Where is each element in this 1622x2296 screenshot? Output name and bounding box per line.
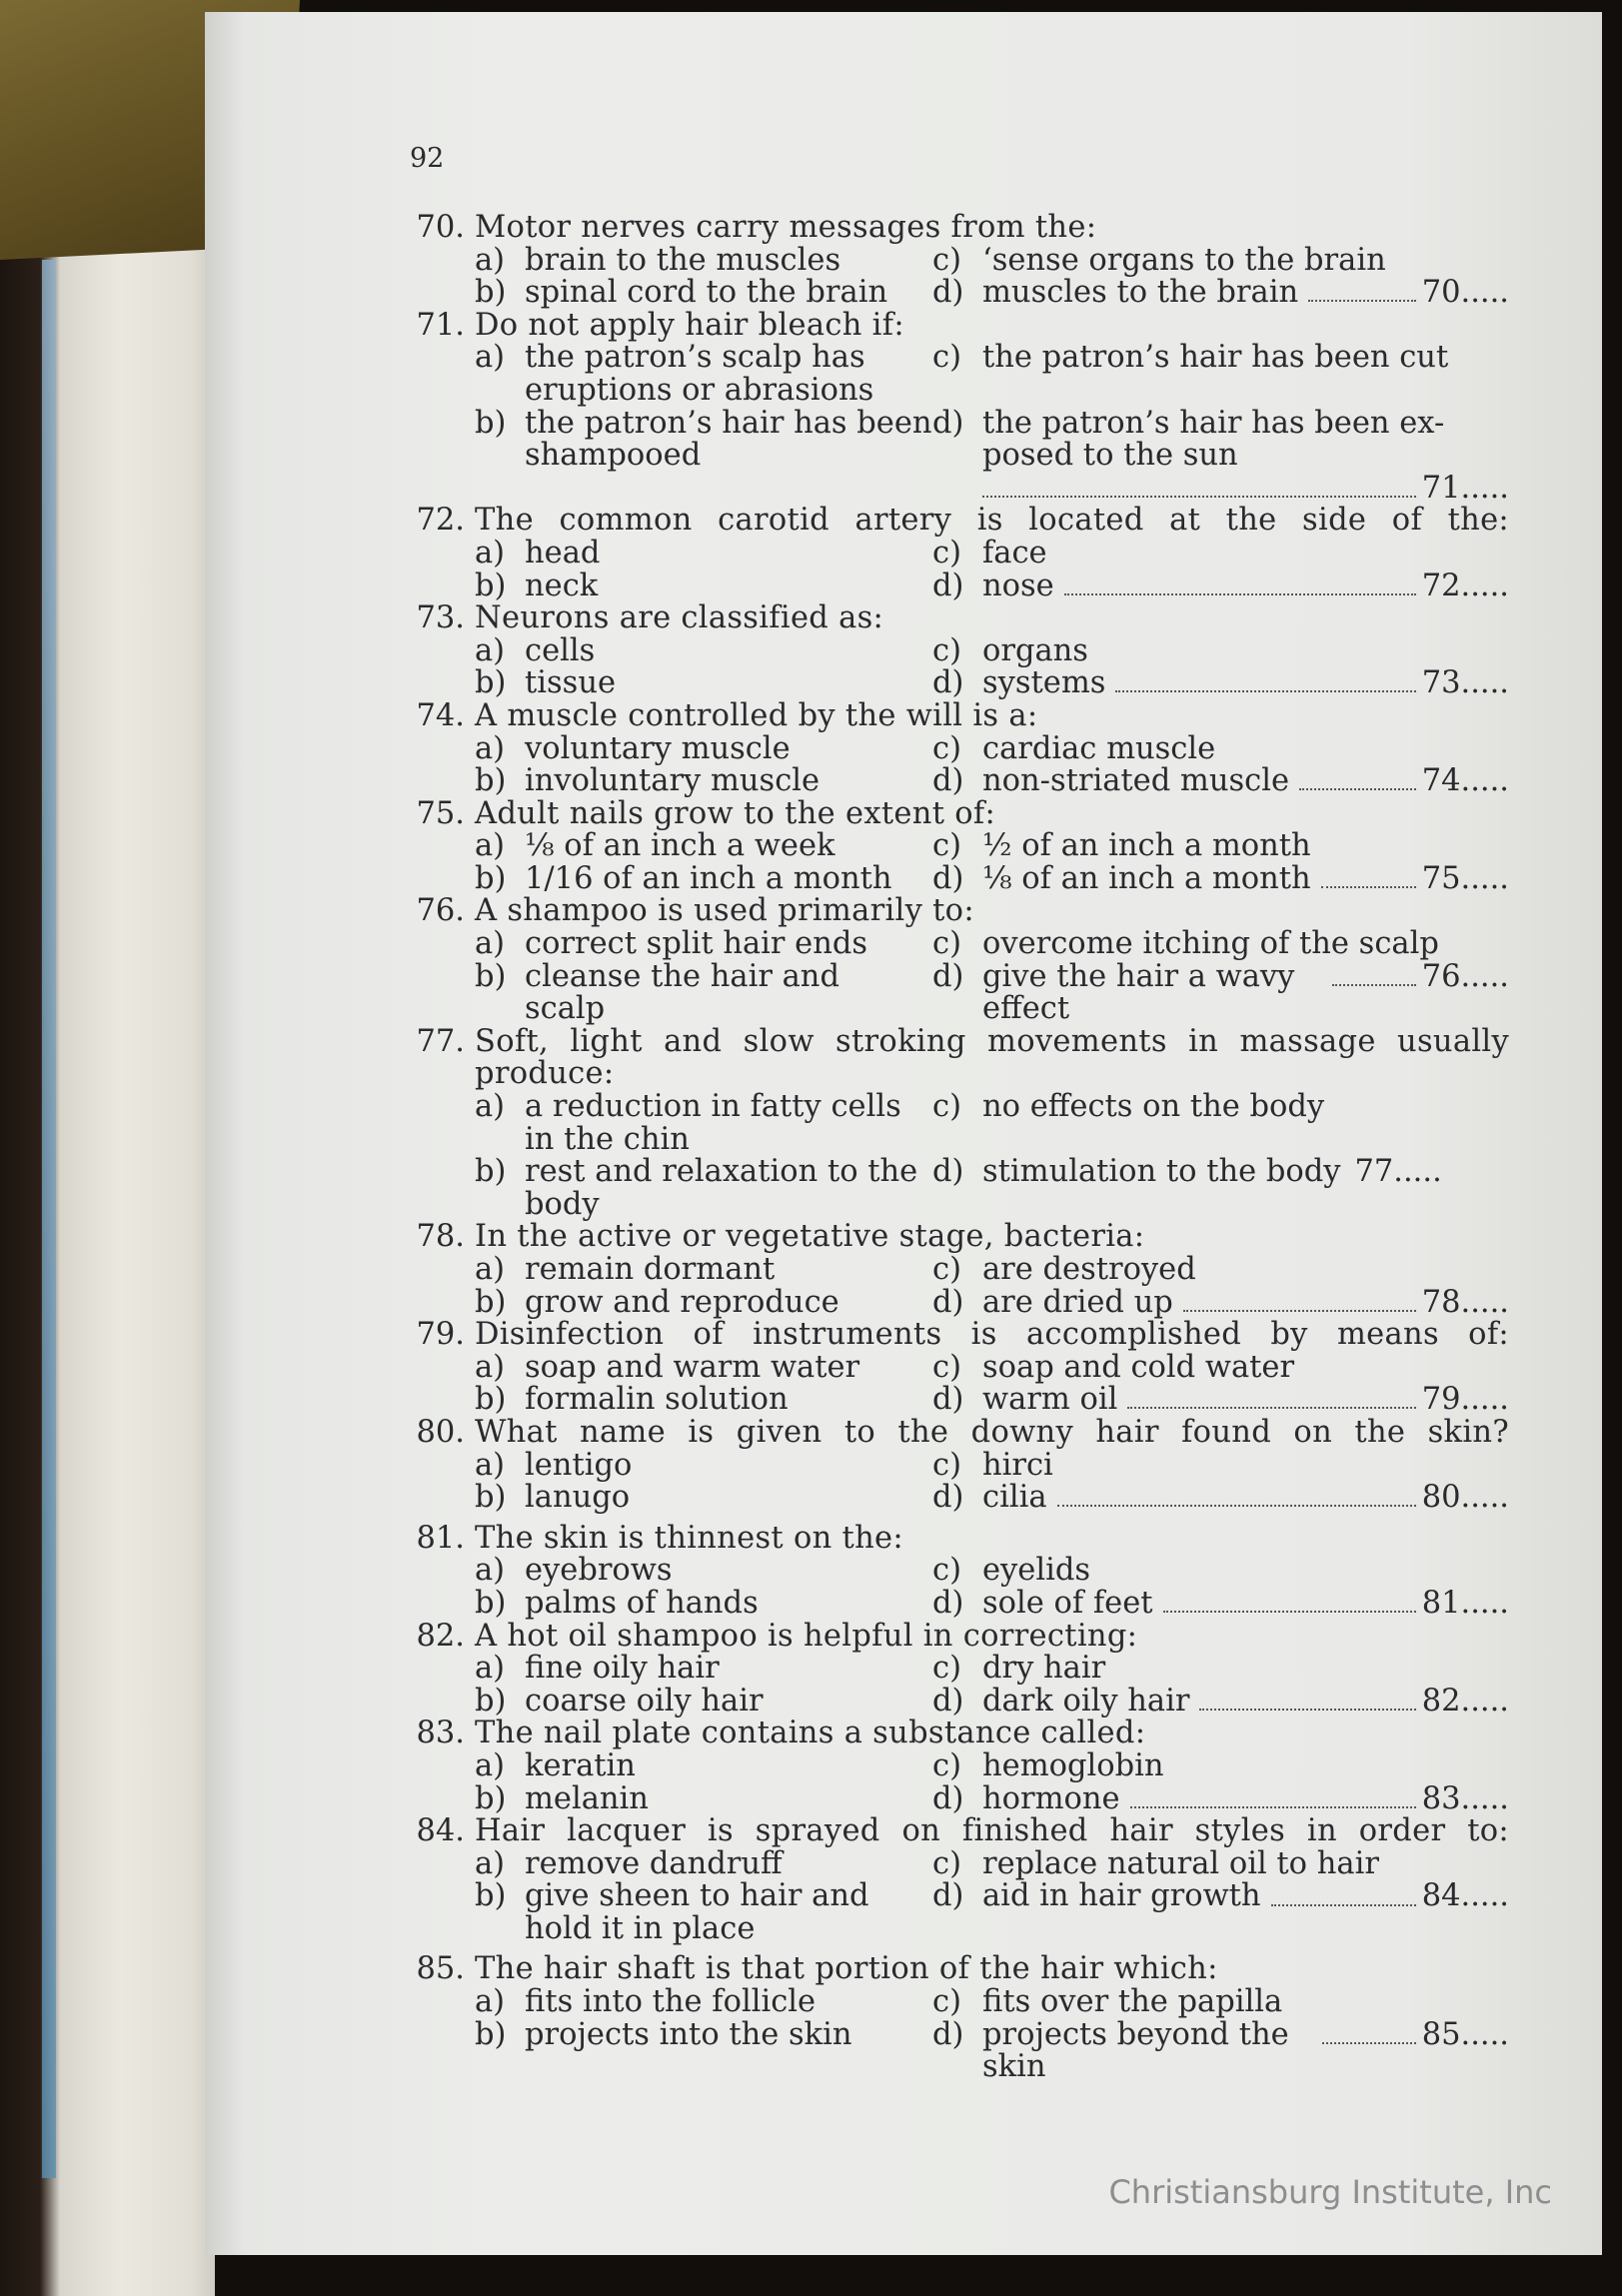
question-text: Disinfection of instruments is accomplished by means of: — [475, 1317, 1509, 1353]
question-number: 79. — [416, 1317, 465, 1353]
option-a: the patron’s scalp has eruptions or abrasions — [525, 340, 874, 408]
option-c: dry hair — [982, 1651, 1106, 1687]
question-list — [395, 212, 1509, 2084]
option-d: warm oil — [982, 1382, 1118, 1418]
option-b: projects into the skin — [525, 2016, 852, 2052]
question-number: 77. — [416, 1023, 465, 1059]
option-c: hirci — [982, 1447, 1053, 1483]
answer-blank: 76..... — [1421, 958, 1509, 994]
option-c: ʻsense organs to the brain — [982, 242, 1386, 278]
answer-blank: 71..... — [1421, 470, 1509, 506]
answer-blank: 77..... — [1354, 1154, 1442, 1190]
option-a: a reduction in fatty cells in the chin — [525, 1089, 901, 1157]
page-number: 92 — [410, 143, 445, 174]
option-c: no effects on the body — [982, 1089, 1325, 1125]
option-a: cells — [525, 632, 596, 668]
question-number: 78. — [416, 1219, 465, 1255]
question-number: 85. — [416, 1951, 465, 1987]
question-number: 74. — [416, 697, 465, 733]
question-number: 82. — [416, 1618, 465, 1654]
question-73: 73. Neurons are classified as: a) cells c) organs b) tissue d) systems 73..... — [395, 602, 1509, 700]
question-text: Do not apply hair bleach if: — [475, 307, 904, 343]
question-number: 75. — [416, 795, 465, 831]
question-71: 71. Do not apply hair bleach if: a) the patron’s scalp has eruptions or abrasions c) the patron’s hair has been cut b) the patron’s hair has been shampooed d) the patron’s hair has been ex-posed to the sun 71..... — [395, 310, 1509, 506]
option-c: cardiac muscle — [982, 730, 1216, 766]
question-text: A hot oil shampoo is helpful in correcting: — [475, 1618, 1138, 1654]
option-a: remove dandruff — [525, 1845, 783, 1881]
question-number: 72. — [416, 503, 465, 539]
option-b: spinal cord to the brain — [525, 275, 888, 311]
question-72: 72. The common carotid artery is located at the side of the: a) head c) face b) neck d) nose 72..... — [395, 505, 1509, 602]
option-a: fine oily hair — [525, 1651, 720, 1687]
option-a: eyebrows — [525, 1553, 673, 1589]
question-text: The common carotid artery is located at the side of the: — [475, 503, 1509, 539]
option-d: ⅛ of an inch a month — [982, 860, 1311, 896]
answer-blank: 70..... — [1421, 275, 1509, 311]
question-74: 74. A muscle controlled by the will is a: a) voluntary muscle c) cardiac muscle b) involuntary muscle d) non-striated muscle 74..... — [395, 700, 1509, 798]
question-number: 71. — [416, 307, 465, 343]
option-d: dark oily hair — [982, 1683, 1190, 1719]
option-b: grow and reproduce — [525, 1284, 839, 1320]
option-b: the patron’s hair has been shampooed — [525, 405, 932, 474]
option-a: soap and warm water — [525, 1349, 860, 1385]
option-c: eyelids — [982, 1553, 1091, 1589]
question-number: 73. — [416, 600, 465, 636]
answer-blank: 74..... — [1421, 763, 1509, 799]
answer-blank: 78..... — [1421, 1284, 1509, 1320]
option-d: sole of feet — [982, 1585, 1153, 1621]
option-d: aid in hair growth — [982, 1878, 1261, 1914]
question-text: Neurons are classified as: — [475, 600, 884, 636]
question-number: 81. — [416, 1520, 465, 1556]
option-c: replace natural oil to hair — [982, 1845, 1379, 1881]
option-d: non-striated muscle — [982, 763, 1290, 799]
option-c: organs — [982, 632, 1088, 668]
question-text: What name is given to the downy hair found on the skin? — [475, 1414, 1509, 1450]
option-b: tissue — [525, 665, 617, 701]
option-d: hormone — [982, 1780, 1120, 1816]
option-d: are dried up — [982, 1284, 1173, 1320]
option-b: melanin — [525, 1780, 649, 1816]
question-number: 70. — [416, 210, 465, 245]
question-number: 83. — [416, 1716, 465, 1751]
answer-blank: 81..... — [1421, 1585, 1509, 1621]
option-b: rest and relaxation to the body — [525, 1154, 918, 1222]
option-a: head — [525, 535, 601, 571]
option-a: correct split hair ends — [525, 926, 868, 962]
option-c: fits over the papilla — [982, 1984, 1283, 2020]
question-text: Soft, light and slow stroking movements in massage usually produce: — [475, 1023, 1509, 1092]
question-76: 76. A shampoo is used primarily to: a) correct split hair ends c) overcome itching of the scalp b) cleanse the hair and scalp d) give the hair a wavy effect 76..... — [395, 895, 1509, 1025]
option-b: cleanse the hair and scalp — [525, 958, 839, 1027]
option-d: projects beyond the skin — [982, 2016, 1289, 2085]
question-83: 83. The nail plate contains a substance called: a) keratin c) hemoglobin b) melanin d) hormone 83..... — [395, 1718, 1509, 1815]
watermark: Christiansburg Institute, Inc — [1108, 2173, 1552, 2211]
option-c: are destroyed — [982, 1252, 1196, 1287]
question-text: Adult nails grow to the extent of: — [475, 795, 996, 831]
option-d: stimulation to the body — [982, 1154, 1341, 1190]
option-b: neck — [525, 568, 599, 603]
option-b: give sheen to hair and hold it in place — [525, 1878, 869, 1946]
option-b: formalin solution — [525, 1382, 789, 1418]
question-85: 85. The hair shaft is that portion of the hair which: a) fits into the follicle c) fits over the papilla b) projects into the skin d) projects beyond the skin 85..... — [395, 1953, 1509, 2083]
option-a: voluntary muscle — [525, 730, 791, 766]
option-c: the patron’s hair has been cut — [982, 340, 1449, 376]
question-70: 70. Motor nerves carry messages from the: a) brain to the muscles c) ʻsense organs to the brain b) spinal cord to the brain d) muscles to the brain 70..... — [395, 212, 1509, 310]
option-b: coarse oily hair — [525, 1683, 764, 1719]
option-d: nose — [982, 568, 1054, 603]
question-text: Hair lacquer is sprayed on finished hair styles in order to: — [475, 1813, 1509, 1849]
option-d: give the hair a wavy effect — [982, 958, 1295, 1027]
option-d: the patron’s hair has been ex-posed to the sun — [982, 405, 1445, 474]
option-b: palms of hands — [525, 1585, 759, 1621]
option-b: lanugo — [525, 1480, 631, 1516]
answer-blank: 72..... — [1421, 568, 1509, 603]
book-edge-stripe — [42, 260, 56, 2178]
question-number: 80. — [416, 1414, 465, 1450]
option-a: lentigo — [525, 1447, 633, 1483]
answer-blank: 73..... — [1421, 665, 1509, 701]
option-c: overcome itching of the scalp — [982, 926, 1439, 962]
question-text: In the active or vegetative stage, bacteria: — [475, 1219, 1145, 1255]
question-80: 80. What name is given to the downy hair found on the skin? a) lentigo c) hirci b) lanugo d) cilia 80..... — [395, 1417, 1509, 1515]
question-82: 82. A hot oil shampoo is helpful in correcting: a) fine oily hair c) dry hair b) coarse oily hair d) dark oily hair 82..... — [395, 1621, 1509, 1719]
option-b: involuntary muscle — [525, 763, 820, 799]
option-c: face — [982, 535, 1047, 571]
option-a: remain dormant — [525, 1252, 776, 1287]
question-84: 84. Hair lacquer is sprayed on finished hair styles in order to: a) remove dandruff c) replace natural oil to hair b) give sheen to hair and hold it in place d) aid in hair growth 84..... — [395, 1815, 1509, 1945]
option-a: keratin — [525, 1747, 636, 1783]
answer-blank: 84..... — [1421, 1878, 1509, 1914]
question-number: 84. — [416, 1813, 465, 1849]
option-d: muscles to the brain — [982, 275, 1299, 311]
option-d: cilia — [982, 1480, 1047, 1516]
answer-blank: 82..... — [1421, 1683, 1509, 1719]
option-c: hemoglobin — [982, 1747, 1164, 1783]
question-text: The skin is thinnest on the: — [475, 1520, 903, 1556]
question-78: 78. In the active or vegetative stage, bacteria: a) remain dormant c) are destroyed b) grow and reproduce d) are dried up 78..... — [395, 1221, 1509, 1319]
question-75: 75. Adult nails grow to the extent of: a) ⅛ of an inch a week c) ½ of an inch a month b) 1/16 of an inch a month d) ⅛ of an inch a month 75..... — [395, 798, 1509, 896]
question-text: A shampoo is used primarily to: — [475, 893, 974, 929]
option-d: systems — [982, 665, 1106, 701]
answer-blank: 80..... — [1421, 1480, 1509, 1516]
option-c: soap and cold water — [982, 1349, 1295, 1385]
option-a: fits into the follicle — [525, 1984, 816, 2020]
question-text: The hair shaft is that portion of the hair which: — [475, 1951, 1218, 1987]
question-number: 76. — [416, 893, 465, 929]
question-text: Motor nerves carry messages from the: — [475, 210, 1097, 245]
option-c: ½ of an inch a month — [982, 828, 1311, 864]
answer-blank: 79..... — [1421, 1382, 1509, 1418]
answer-blank: 75..... — [1421, 860, 1509, 896]
question-text: A muscle controlled by the will is a: — [475, 697, 1038, 733]
option-a: brain to the muscles — [525, 242, 841, 278]
option-a: ⅛ of an inch a week — [525, 828, 835, 864]
option-b: 1/16 of an inch a month — [525, 860, 892, 896]
book-page-edges — [0, 0, 215, 2296]
answer-blank: 85..... — [1421, 2016, 1509, 2052]
question-79: 79. Disinfection of instruments is accomplished by means of: a) soap and warm water c) soap and cold water b) formalin solution d) warm oil 79..... — [395, 1319, 1509, 1417]
question-text: The nail plate contains a substance called: — [475, 1716, 1146, 1751]
question-77: 77. Soft, light and slow stroking movements in massage usually produce: a) a reduction in fatty cells in the chin c) no effects on the body b) rest and relaxation to the body d) stimulation to the body 77..... — [395, 1026, 1509, 1222]
answer-blank: 83..... — [1421, 1780, 1509, 1816]
question-81: 81. The skin is thinnest on the: a) eyebrows c) eyelids b) palms of hands d) sole of feet 81..... — [395, 1523, 1509, 1621]
